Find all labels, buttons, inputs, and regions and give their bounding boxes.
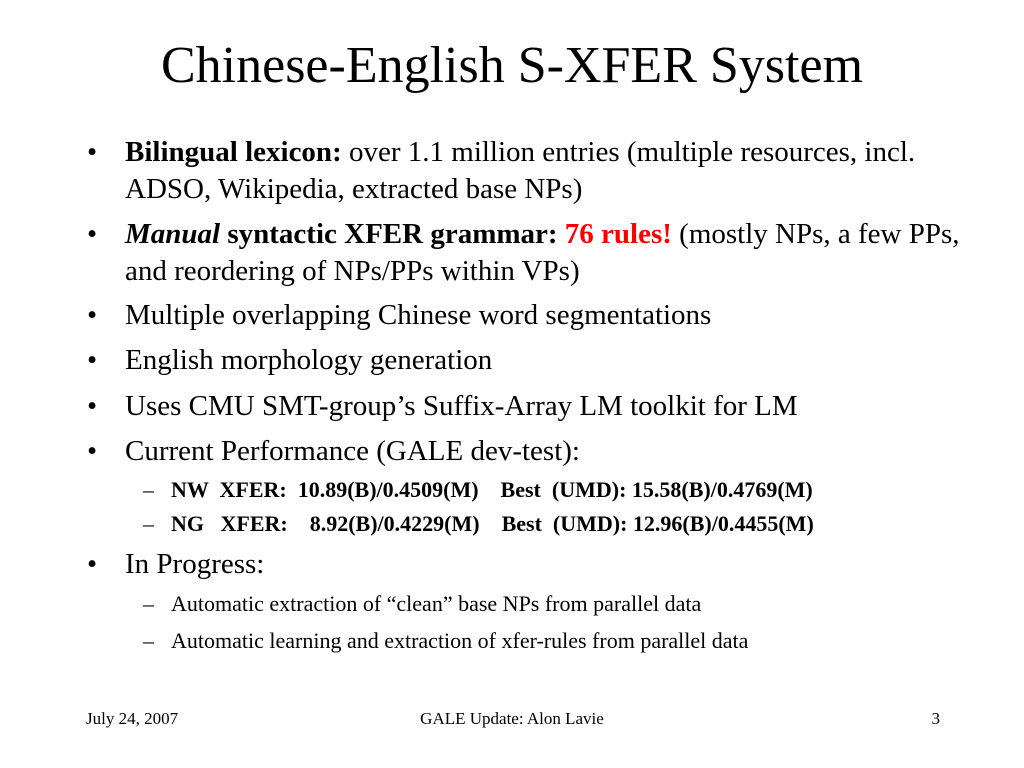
bullet-segmentations: [87, 297, 975, 334]
sub-marker: –: [143, 477, 154, 502]
progress-text: Automatic learning and extraction of xfer-rules from parallel data: [171, 628, 749, 653]
slide-title: Chinese-English S-XFER System: [160, 37, 864, 94]
bullet-text: Uses CMU SMT-group’s Suffix-Array LM toolkit for LM: [125, 390, 798, 422]
bullet-grammar: [87, 216, 975, 290]
bullet-toolkit: [87, 388, 975, 425]
bullet-morphology: [87, 342, 975, 379]
bullet-text: Current Performance (GALE dev-test):: [125, 435, 580, 467]
footer-date: July 24, 2007: [86, 709, 179, 728]
performance-text: NW XFER: 10.89(B)/0.4509(M) Best (UMD): 15.58(B)/0.4769(M): [171, 477, 813, 502]
performance-nw: [143, 476, 991, 504]
bullet-marker: •: [87, 299, 98, 331]
bullet-performance: [87, 433, 975, 470]
bullet-text: In Progress:: [125, 548, 265, 580]
bullet-label: syntactic XFER grammar:: [220, 218, 565, 250]
bullet-lexicon: [87, 134, 975, 208]
progress-item-extraction: [143, 590, 991, 618]
footer-presenter: GALE Update: Alon Lavie: [420, 709, 604, 728]
progress-text: Automatic extraction of “clean” base NPs from parallel data: [171, 591, 702, 616]
bullet-in-progress: [87, 546, 975, 583]
performance-text: NG XFER: 8.92(B)/0.4229(M) Best (UMD): 12.96(B)/0.4455(M): [171, 511, 814, 536]
bullet-marker: •: [87, 136, 98, 168]
bullet-label-italic: Manual: [125, 218, 221, 250]
page-number: 3: [931, 709, 940, 728]
bullet-text: English morphology generation: [125, 344, 493, 376]
performance-ng: [143, 510, 991, 538]
sub-marker: –: [143, 591, 154, 616]
bullet-marker: •: [87, 344, 98, 376]
bullet-marker: •: [87, 390, 98, 422]
sub-marker: –: [143, 511, 154, 536]
bullet-text: Multiple overlapping Chinese word segmentations: [125, 299, 712, 331]
bullet-marker: •: [87, 218, 98, 250]
progress-item-learning: [143, 627, 991, 655]
bullet-text: over 1.1 million entries (multiple resources, incl. ADSO, Wikipedia, extracted base NPs): [125, 136, 916, 205]
bullet-label: Bilingual lexicon:: [125, 136, 342, 168]
rules-count-highlight: 76 rules!: [564, 218, 672, 250]
sub-marker: –: [143, 628, 154, 653]
bullet-text: (mostly NPs, a few PPs, and reordering of NPs/PPs within VPs): [125, 218, 960, 287]
bullet-marker: •: [87, 548, 98, 580]
bullet-marker: •: [87, 435, 98, 467]
